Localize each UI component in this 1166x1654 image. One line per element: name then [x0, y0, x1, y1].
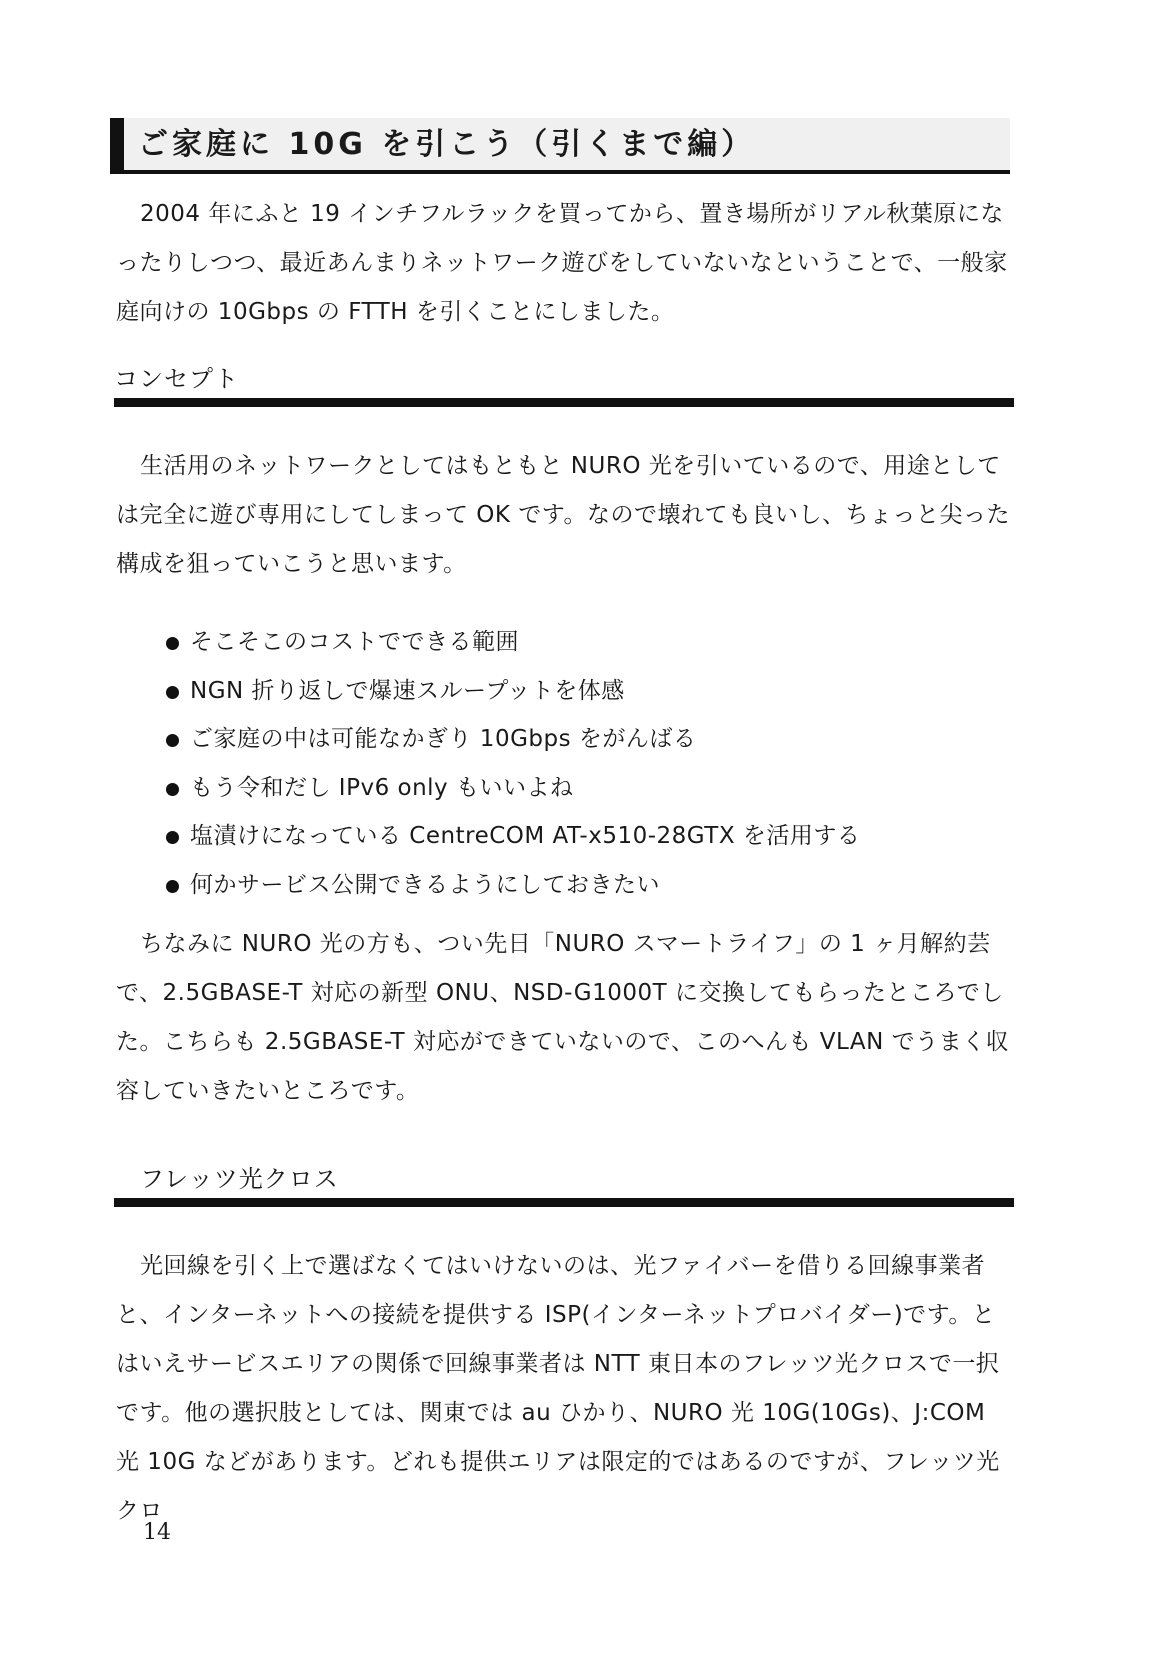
list-item-text: NGN 折り返しで爆速スループットを体感	[190, 677, 625, 704]
bullet-icon	[166, 734, 179, 747]
list-item	[166, 861, 860, 910]
concept-paragraph: 生活用のネットワークとしてはもともと NURO 光を引いているので、用途としては完全に遊び専用にしてしまって OK です。なので壊れても良いし、ちょっと尖った構成を狙っていこうと思います。	[116, 453, 1010, 577]
list-item-text: もう令和だし IPv6 only もいいよね	[190, 774, 574, 801]
bullet-icon	[166, 637, 179, 650]
list-item-text: 何かサービス公開できるようにしておきたい	[190, 871, 660, 898]
nuro-paragraph: ちなみに NURO 光の方も、つい先日「NURO スマートライフ」の 1 ヶ月解約芸で、2.5GBASE-T 対応の新型 ONU、NSD-G1000T に交換してもらったところでした。こちらも 2.5GBASE-T 対応ができていないので、このへんも VLAN でうまく収容していきたいところです。	[116, 931, 1010, 1104]
section-heading-concept	[114, 362, 1014, 407]
list-item-text: そこそこのコストでできる範囲	[190, 629, 519, 655]
section-heading-flets-cross	[114, 1162, 1014, 1207]
bullet-icon	[166, 783, 179, 796]
list-item	[166, 667, 860, 716]
list-item-text: 塩漬けになっている CentreCOM AT-x510-28GTX を活用する	[190, 823, 861, 849]
bullet-icon	[166, 686, 179, 699]
intro-paragraph: 2004 年にふと 19 インチフルラックを買ってから、置き場所がリアル秋葉原になったりしつつ、最近あんまりネットワーク遊びをしていないなということで、一般家庭向けの 10Gbps の FTTH を引くことにしました。	[116, 201, 1008, 325]
chapter-title-bar	[110, 118, 1010, 174]
page-number: 14	[143, 1520, 171, 1545]
chapter-title: ご家庭に 10G を引こう（引くまで編）	[138, 127, 756, 162]
section-heading-text: コンセプト	[114, 365, 239, 393]
bullet-icon	[166, 880, 179, 893]
list-item	[166, 764, 860, 813]
list-item-text: ご家庭の中は可能なかぎり 10Gbps をがんばる	[190, 726, 697, 752]
concept-bullet-list	[166, 618, 860, 909]
list-item	[166, 618, 860, 667]
list-item	[166, 715, 860, 764]
bullet-icon	[166, 831, 179, 844]
list-item	[166, 812, 860, 861]
section-heading-text: フレッツ光クロス	[140, 1165, 339, 1193]
flets-paragraph: 光回線を引く上で選ばなくてはいけないのは、光ファイバーを借りる回線事業者と、インターネットへの接続を提供する ISP(インターネットプロバイダー)です。とはいえサービスエリアの関係で回線事業者は NTT 東日本のフレッツ光クロスで一択です。他の選択肢としては、関東では au ひかり、NURO 光 10G(10Gs)、J:COM 光 10G などがあります。どれも提供エリアは限定的ではあるのですが、フレッツ光クロ	[116, 1253, 1000, 1524]
